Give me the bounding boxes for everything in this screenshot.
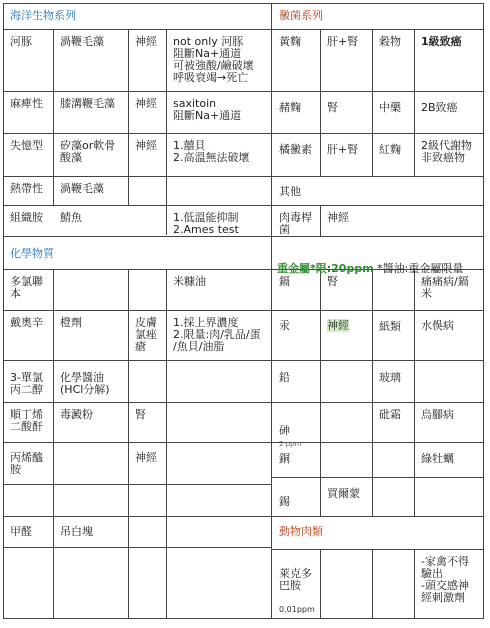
mold-toxin-source: 穀物 [379, 35, 401, 48]
mold-toxin-class: 2級代謝物 非致癌物 [421, 139, 472, 164]
metal-source: 紙類 [379, 320, 401, 333]
meat-toxin-limit: 0.01ppm [279, 605, 315, 614]
mold-toxin-target: 腎 [327, 101, 338, 114]
metal-target: 腎 [327, 275, 338, 288]
chemical-source [56, 272, 128, 310]
chemical-name [6, 487, 53, 516]
marine-toxin-target [131, 179, 166, 205]
chemical-source: 吊白塊 [60, 525, 93, 538]
chemical-target: 神經 [135, 451, 157, 464]
metal-source [375, 484, 414, 516]
marine-toxin-source: 鯖魚 [60, 211, 82, 224]
mold-toxin-target: 肝+腎 [327, 143, 359, 156]
metal-name [275, 409, 320, 448]
marine-toxin-target: 神經 [135, 97, 157, 110]
chemical-source: 化學醬油 (HCl分解) [60, 371, 110, 396]
metal-name: 錫 [279, 495, 290, 508]
chemical-name: 甲醛 [10, 525, 32, 538]
metal-name: 鉛 [279, 371, 290, 384]
chemical-target [131, 522, 166, 547]
chemical-source: 橙劑 [60, 316, 82, 329]
marine-toxin-notes: not only 河豚 阻斷Na+通道 可被強酸/鹼破壞 呼吸衰竭→死亡 [173, 35, 254, 84]
section-title-heavy-metal [275, 247, 484, 275]
meat-toxin-name [275, 552, 320, 616]
mold-toxin-name: 黃麴 [279, 35, 301, 48]
mold-toxin-name: 橘黴素 [279, 143, 312, 156]
marine-toxin-source: 矽藻or軟骨 酸藻 [60, 139, 116, 164]
section-title-marine: 海洋生物系列 [10, 9, 76, 22]
mold-toxin-class: 2B致癌 [421, 101, 458, 114]
mold-toxin-source: 中藥 [379, 101, 401, 114]
metal-name: 銅 [279, 452, 290, 465]
metal-disease: 痛痛病/鎘 米 [421, 275, 469, 300]
chemical-name: 戴奧辛 [10, 316, 43, 329]
marine-toxin-notes: saxitoin 阻斷Na+通道 [173, 97, 242, 122]
metal-target [323, 405, 372, 442]
marine-toxin-target: 神經 [135, 35, 157, 48]
chemical-notes [169, 487, 271, 516]
chemical-notes: 米糠油 [173, 275, 206, 288]
chemical-source [56, 487, 128, 516]
metal-source: 玻璃 [379, 371, 401, 384]
metal-source [375, 272, 414, 310]
marine-toxin-name: 組織胺 [10, 211, 43, 224]
metal-limit: 2 ppm [279, 440, 302, 448]
marine-toxin-notes: 1.低溫能抑制 2.Ames test [173, 211, 239, 236]
mold-toxin-name: 赭麴 [279, 101, 301, 114]
other-toxin-name: 肉毒桿 菌 [279, 211, 312, 236]
marine-toxin-target: 神經 [135, 139, 157, 152]
marine-toxin-name: 失憶型 [10, 139, 43, 152]
heavy-metal-title: 重金屬*限:20ppm [277, 262, 374, 275]
marine-toxin-source: 渦鞭毛藻 [60, 182, 104, 195]
metal-disease: 綠牡蠣 [421, 452, 454, 465]
marine-toxin-notes: 1.囍貝 2.高溫無法破壞 [173, 139, 250, 164]
metal-target-highlight: 神經 [327, 319, 349, 332]
chemical-target: 皮膚 氯痤 瘡 [135, 316, 157, 353]
mold-toxin-source: 紅麴 [379, 143, 401, 156]
chemical-name: 順丁烯 二酸酐 [10, 408, 43, 433]
chemical-notes [169, 405, 271, 442]
metal-name-text: 砷 [279, 424, 290, 437]
section-label-other: 其他 [279, 185, 301, 198]
metal-disease: 烏腳病 [421, 408, 454, 421]
chemical-name: 多氯聯 本 [10, 275, 43, 300]
marine-toxin-source: 膝溝鞭毛藻 [60, 97, 115, 110]
marine-toxin-name: 熱帶性 [10, 182, 43, 195]
metal-source: 砒霜 [379, 408, 401, 421]
chemical-target [131, 368, 166, 402]
metal-source [375, 449, 414, 477]
metal-disease [417, 368, 483, 402]
marine-toxin-notes [169, 179, 271, 205]
metal-target: 買爾蒙 [327, 487, 360, 500]
heavy-metal-note: *醬油:重金屬限量 [373, 262, 464, 275]
chemical-source [56, 448, 128, 484]
meat-toxin-notes: -家禽不得 驗出 -頭交感神 經刺激劑 [421, 555, 469, 604]
metal-disease [417, 484, 483, 516]
section-title-mold: 黴菌系列 [279, 9, 323, 22]
marine-toxin-name: 麻痺性 [10, 97, 43, 110]
meat-toxin-source [375, 552, 414, 616]
metal-target [323, 316, 372, 358]
chemical-notes [169, 448, 271, 484]
marine-toxin-source: 渦鞭毛藻 [60, 35, 104, 48]
chemical-target [131, 272, 166, 310]
chemical-source: 毒澱粉 [60, 408, 93, 421]
metal-target [323, 449, 372, 477]
other-toxin-target: 神經 [327, 211, 349, 224]
metal-disease: 水俁病 [421, 319, 454, 332]
metal-name: 鎘 [279, 275, 290, 288]
meat-toxin-name-text: 萊克多 巴胺 [279, 567, 312, 592]
marine-toxin-name: 河豚 [10, 35, 32, 48]
chemical-notes [169, 522, 271, 547]
metal-target [323, 368, 372, 402]
chemical-target: 腎 [135, 408, 146, 421]
chemical-notes: 1.採上界濃度 2.限量:肉/乳品/蛋 /魚貝/油脂 [173, 316, 261, 353]
section-title-meat: 動物肉類 [279, 525, 323, 538]
chemical-name: 3-單氯 丙二醇 [10, 371, 43, 396]
mold-toxin-target: 肝+腎 [327, 35, 359, 48]
chemical-name: 丙烯醯 胺 [10, 451, 43, 476]
section-title-chemical: 化學物質 [10, 247, 54, 260]
chemical-notes [169, 368, 271, 402]
meat-toxin-target [323, 552, 372, 616]
metal-name: 汞 [279, 319, 290, 332]
mold-toxin-class: 1級致癌 [421, 35, 462, 48]
chemical-target [131, 487, 166, 516]
